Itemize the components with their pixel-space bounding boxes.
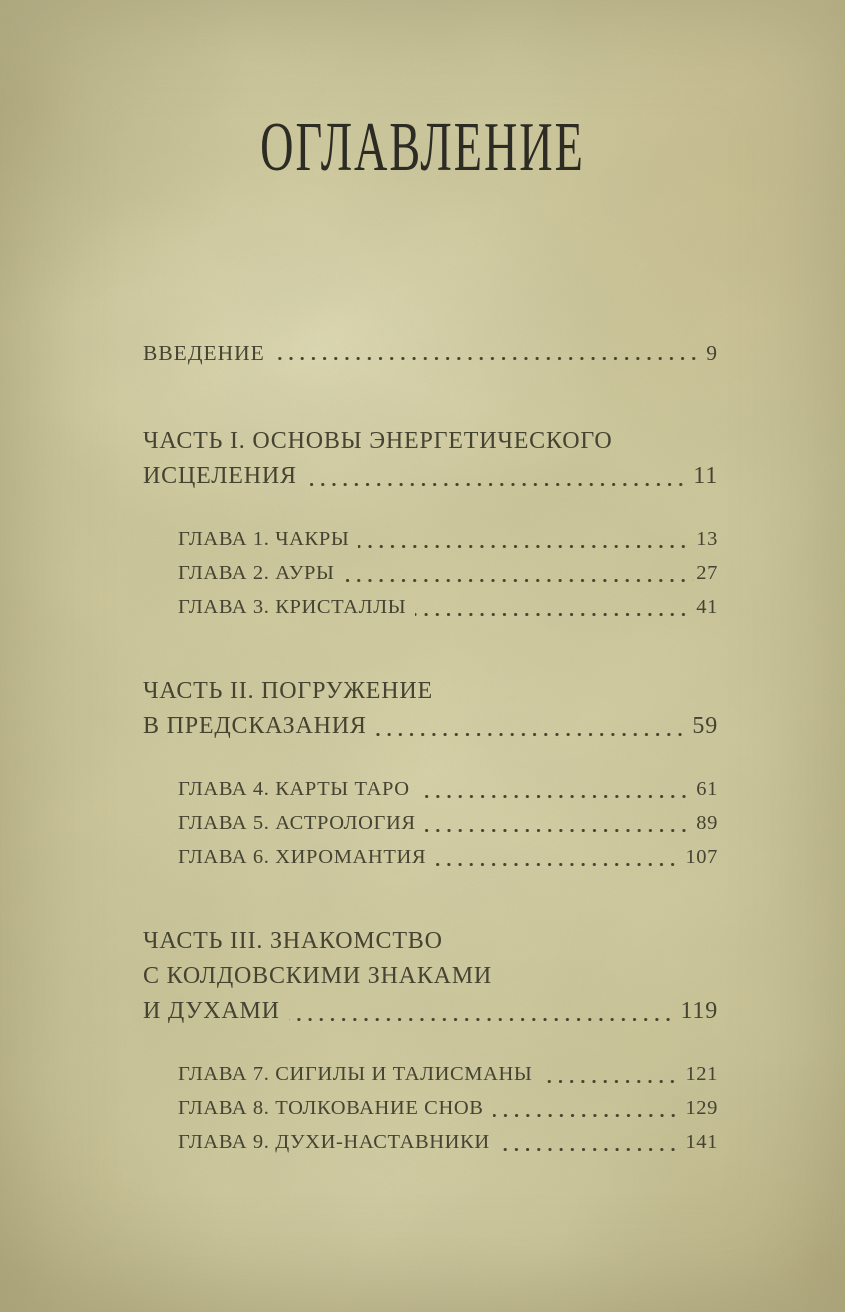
dot-leader — [541, 1080, 682, 1083]
toc-entry-chapter — [178, 1091, 718, 1125]
toc-part-heading-line — [143, 709, 718, 744]
toc-entry-chapter — [178, 772, 718, 806]
table-of-contents — [143, 338, 718, 1159]
toc-part-heading-line: С КОЛДОВСКИМИ ЗНАКАМИ — [143, 963, 493, 989]
toc-entry-label: ГЛАВА 4. КАРТЫ ТАРО — [178, 778, 410, 800]
toc-entry-label: ГЛАВА 7. СИГИЛЫ И ТАЛИСМАНЫ — [178, 1063, 533, 1085]
toc-entry-page-number: 59 — [692, 713, 718, 739]
toc-entry-chapter — [178, 556, 718, 590]
dot-leader — [415, 613, 693, 616]
toc-entry-chapter — [178, 1125, 718, 1159]
toc-chapter-list — [178, 522, 718, 624]
toc-entry-label: ГЛАВА 3. КРИСТАЛЛЫ — [178, 596, 407, 618]
toc-section-1 — [143, 424, 718, 624]
dot-leader — [274, 357, 703, 360]
dot-leader — [419, 795, 694, 798]
toc-entry-page-number: 89 — [696, 812, 718, 834]
toc-entry-label: ГЛАВА 8. ТОЛКОВАНИЕ СНОВ — [178, 1097, 484, 1119]
dot-leader — [493, 1114, 683, 1117]
toc-entry-chapter — [178, 590, 718, 624]
page-title: ОГЛАВЛЕНИЕ — [260, 109, 585, 186]
dot-leader — [435, 863, 682, 866]
toc-entry-page-number: 107 — [685, 846, 718, 868]
toc-chapter-list — [178, 1057, 718, 1159]
toc-part-heading-line: ЧАСТЬ II. ПОГРУЖЕНИЕ — [143, 678, 433, 704]
dot-leader — [499, 1148, 683, 1151]
toc-entry-page-number: 27 — [696, 562, 718, 584]
toc-entry-page-number: 129 — [685, 1097, 718, 1119]
toc-entry-page-number: 9 — [706, 341, 718, 365]
toc-entry-page-number: 41 — [696, 596, 718, 618]
toc-entry-label: ИСЦЕЛЕНИЯ — [143, 463, 297, 489]
dot-leader — [425, 829, 694, 832]
toc-entry-page-number: 119 — [680, 998, 718, 1024]
toc-entry-label: ВВЕДЕНИЕ — [143, 341, 265, 365]
toc-section-3 — [143, 924, 718, 1159]
toc-entry-chapter — [178, 840, 718, 874]
toc-entry-chapter — [178, 522, 718, 556]
dot-leader — [343, 579, 693, 582]
toc-entry-page-number: 61 — [696, 778, 718, 800]
toc-part-heading-line: ЧАСТЬ III. ЗНАКОМСТВО — [143, 928, 443, 954]
toc-entry-label: В ПРЕДСКАЗАНИЯ — [143, 713, 367, 739]
toc-entry-label: И ДУХАМИ — [143, 998, 280, 1024]
dot-leader — [306, 483, 690, 486]
toc-entry-page-number: 13 — [696, 528, 718, 550]
toc-entry-chapter — [178, 806, 718, 840]
toc-sections — [143, 424, 718, 1159]
toc-entry-introduction — [143, 338, 718, 368]
toc-entry-label: ГЛАВА 2. АУРЫ — [178, 562, 335, 584]
toc-entry-label: ГЛАВА 5. АСТРОЛОГИЯ — [178, 812, 416, 834]
toc-part-heading-line: ЧАСТЬ I. ОСНОВЫ ЭНЕРГЕТИЧЕСКОГО — [143, 428, 613, 454]
toc-entry-page-number: 11 — [693, 463, 718, 489]
toc-part-heading — [143, 674, 718, 744]
toc-entry-label: ГЛАВА 9. ДУХИ-НАСТАВНИКИ — [178, 1131, 490, 1153]
toc-entry-page-number: 121 — [685, 1063, 718, 1085]
toc-part-heading-line — [143, 459, 718, 494]
toc-chapter-list — [178, 772, 718, 874]
dot-leader — [358, 545, 693, 548]
toc-part-heading — [143, 924, 718, 1029]
dot-leader — [376, 733, 690, 736]
toc-entry-label: ГЛАВА 6. ХИРОМАНТИЯ — [178, 846, 427, 868]
toc-entry-chapter — [178, 1057, 718, 1091]
toc-section-2 — [143, 674, 718, 874]
toc-part-heading — [143, 424, 718, 494]
dot-leader — [289, 1018, 678, 1021]
toc-entry-label: ГЛАВА 1. ЧАКРЫ — [178, 528, 350, 550]
toc-entry-page-number: 141 — [685, 1131, 718, 1153]
toc-part-heading-line — [143, 994, 718, 1029]
